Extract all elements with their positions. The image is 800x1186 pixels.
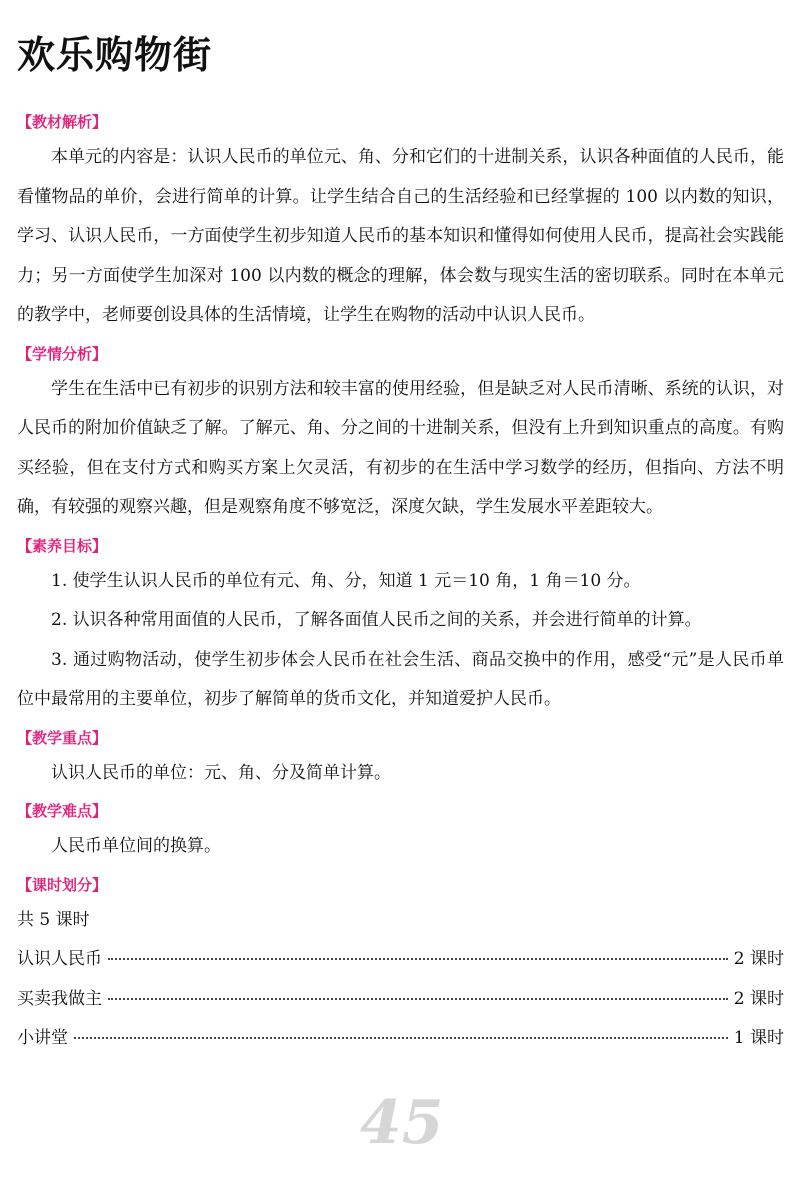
section-heading: 【教材解析】 — [17, 113, 108, 131]
goal-item: 3. 通过购物活动，使学生初步体会人民币在社会生活、商品交换中的作用，感受“元”是人民币单位中最常用的主要单位，初步了解简单的货币文化，并知道爱护人民币。 — [17, 649, 784, 709]
section-heading: 【素养目标】 — [17, 536, 108, 555]
section-schedule — [17, 873, 784, 1059]
section-goals — [17, 534, 784, 720]
section-analysis — [17, 110, 784, 336]
goal-item: 2. 认识各种常用面值的人民币，了解各面值人民币之间的关系，并会进行简单的计算。 — [51, 610, 702, 630]
lesson-hours: 2 课时 — [733, 949, 784, 969]
lesson-row — [17, 1019, 784, 1059]
lesson-hours: 2 课时 — [733, 988, 784, 1009]
section-heading: 【学情分析】 — [17, 344, 108, 363]
section-text: 认识人民币的单位：元、角、分及简单计算。 — [51, 762, 391, 783]
section-text: 人民币单位间的换算。 — [51, 836, 221, 856]
page-title: 欢乐购物街 — [17, 33, 213, 77]
section-heading: 【教学难点】 — [17, 802, 108, 820]
page-number: 45 — [360, 1088, 444, 1158]
section-heading: 【课时划分】 — [17, 875, 108, 894]
lesson-name: 认识人民币 — [17, 949, 102, 969]
section-text: 学生在生活中已有初步的识别方法和较丰富的使用经验，但是缺乏对人民币清晰、系统的认识，对人民币的附加价值缺乏了解。了解元、角、分之间的十进制关系，但没有上升到知识重点的高度。有购买经验，但在支付方式和购买方案上欠灵活，有初步的在生活中学习数学的经历，但指向、方法不明确，有较强的观察兴趣，但是观察角度不够宽泛，深度欠缺，学生发展水平差距较大。 — [17, 378, 784, 517]
lesson-hours: 1 课时 — [733, 1028, 784, 1048]
lesson-name: 小讲堂 — [17, 1028, 68, 1048]
leader-dots — [74, 1037, 728, 1039]
goal-item: 1. 使学生认识人民币的单位有元、角、分，知道 1 元＝10 角，1 角＝10 分。 — [51, 570, 641, 591]
section-key-point — [17, 726, 784, 794]
leader-dots — [108, 998, 728, 1000]
lesson-row — [17, 980, 784, 1020]
lesson-list — [17, 940, 784, 1059]
lesson-row — [17, 940, 784, 980]
section-students — [17, 342, 784, 528]
section-difficulty — [17, 799, 784, 867]
schedule-total: 共 5 课时 — [17, 909, 90, 930]
section-heading: 【教学重点】 — [17, 728, 108, 747]
leader-dots — [108, 958, 728, 960]
lesson-name: 买卖我做主 — [17, 988, 102, 1009]
section-text: 本单元的内容是：认识人民币的单位元、角、分和它们的十进制关系，认识各种面值的人民币，能看懂物品的单价，会进行简单的计算。让学生结合自己的生活经验和已经掌握的 100 以内数的知识，学习、认识人民币，一方面使学生初步知道人民币的基本知识和懂得如何使用人民币，提高社会实践能力；另一方面使学生加深对 100 以内数的概念的理解，体会数与现实生活的密切联系。同时在本单元的教学中，老师要创设具体的生活情境，让学生在购物的活动中认识人民币。 — [17, 147, 784, 325]
